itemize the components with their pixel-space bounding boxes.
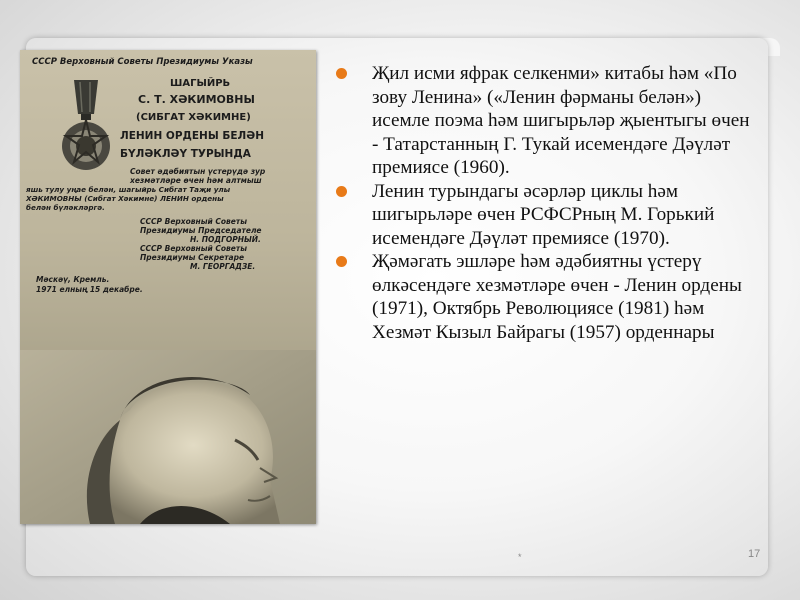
clipping-line: (СИБГАТ ХӘКИМНЕ) (136, 112, 251, 123)
bullet-dot-icon (336, 186, 347, 197)
poet-portrait-photo (20, 350, 316, 524)
list-item (330, 180, 750, 251)
bullet-dot-icon (336, 256, 347, 267)
clipping-line: Н. ПОДГОРНЫЙ. (190, 235, 261, 244)
clipping-line: ЛЕНИН ОРДЕНЫ БЕЛӘН (120, 130, 264, 142)
lenin-order-medal-icon (60, 80, 112, 198)
slide-number: 17 (748, 548, 761, 560)
newspaper-clipping-photo (20, 50, 316, 524)
clipping-line: ХӘКИМОВНЫ (Сибгат Хәкимне) ЛЕНИН ордены (26, 194, 224, 203)
list-item (330, 62, 750, 180)
clipping-line: Президиумы Секретаре (140, 253, 245, 262)
clipping-line: М. ГЕОРГАДЗЕ. (190, 262, 256, 271)
bullet-text: Җәмәгать эшләре һәм әдәбиятны үстерү өлкәсендәге хезмәтләре өчен - Ленин ордены (1971), Октябрь Революциясе (1981) һәм Хезмәт Кызыл Байрагы (1957) орденнары (372, 251, 742, 343)
decree-clipping (20, 50, 316, 340)
bullet-text: Ленин турындагы әсәрләр циклы һәм шигырьләре өчен РСФСРның М. Горький исемендәге Дәүләт премиясе (1970). (372, 180, 715, 249)
list-item (330, 250, 750, 344)
clipping-line: хезмәтләре өчен һәм алтмыш (130, 176, 262, 185)
awards-bullet-list (330, 62, 750, 344)
clipping-line: Мәскәү, Кремль. (36, 275, 110, 284)
clipping-line: ШАГЫЙРЬ (170, 78, 231, 89)
clipping-line: 1971 елның 15 декабре. (36, 285, 143, 294)
clipping-line: Совет әдәбиятын үстерүдә зур (130, 167, 266, 176)
bullet-text: Җил исми яфрак селкенми» китабы һәм «По зову Ленина» («Ленин фәрманы белән») исемле поэма һәм шигырьләр җыентыгы өчен - Татарстанның Г. Тукай исемендәге Дәүләт премиясе (1960). (372, 63, 750, 178)
clipping-line: СССР Верховный Советы (140, 217, 247, 226)
clipping-line: СССР Верховный Советы (140, 244, 247, 253)
clipping-line: яшь тулу уңае белән, шагыйрь Сибгат Таҗи улы (26, 185, 231, 194)
footer-mark: * (518, 552, 522, 562)
clipping-line: СССР Верховный Советы Президиумы Указы (32, 57, 253, 67)
clipping-line: С. Т. ХӘКИМОВНЫ (138, 93, 255, 106)
bullet-dot-icon (336, 68, 347, 79)
clipping-line: Президиумы Председателе (140, 226, 262, 235)
clipping-line: БҮЛӘКЛӘҮ ТУРЫНДА (120, 148, 251, 160)
clipping-line: белән бүләкләргә. (26, 203, 105, 212)
